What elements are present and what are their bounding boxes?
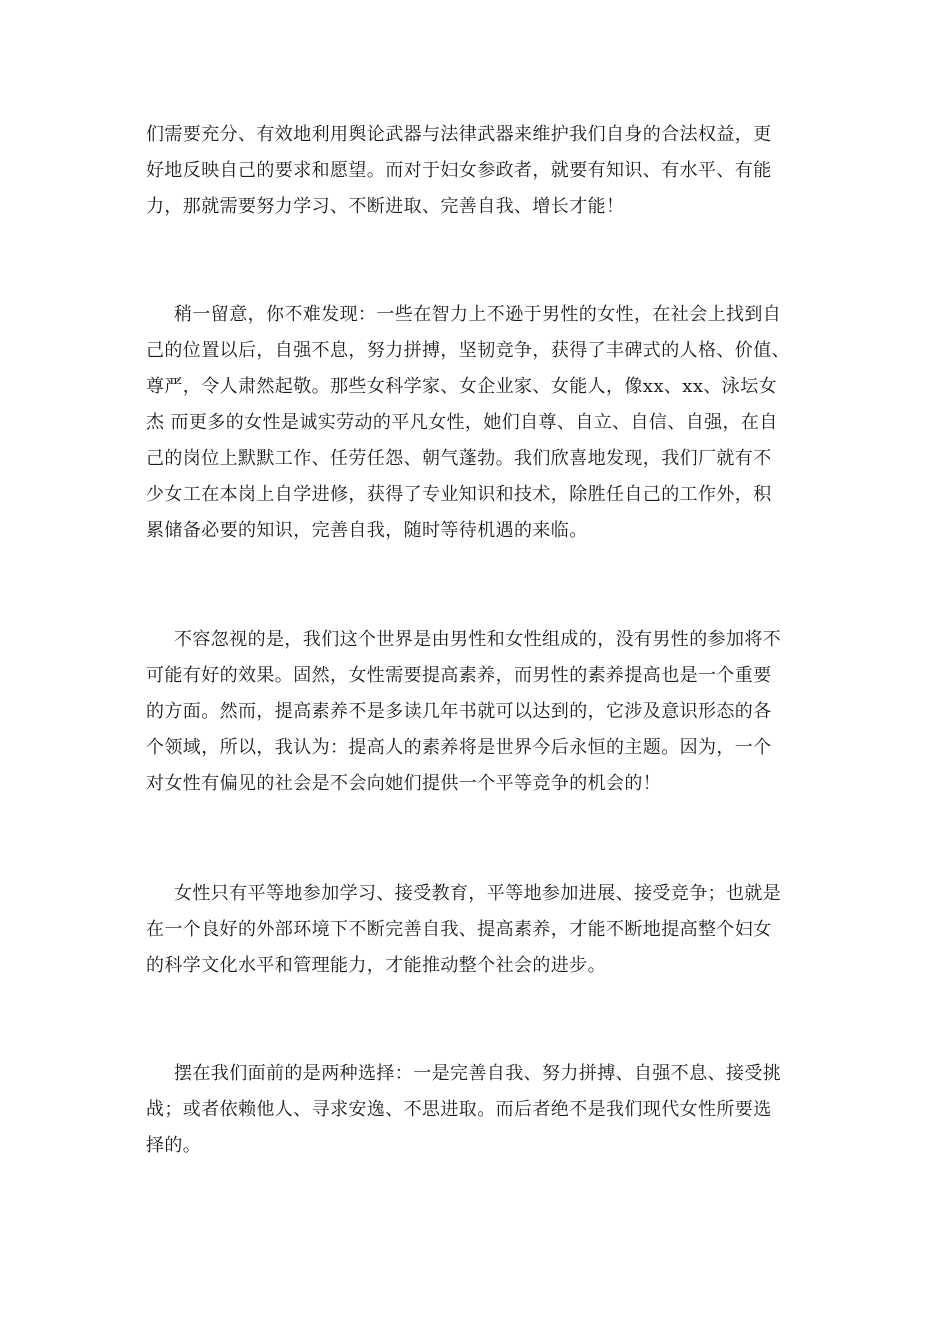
paragraph-line: 择的。 [146,1135,202,1156]
paragraph-line: 力，那就需要努力学习、不断进取、完善自我、增长才能！ [146,196,625,217]
paragraph-line: 的方面。然而，提高素养不是多读几年书就可以达到的，它涉及意识形态的各 [146,701,772,722]
paragraph-line: 摆在我们面前的是两种选择：一是完善自我、努力拼搏、自强不息、接受挑 [174,1063,782,1084]
paragraph-line: 们需要充分、有效地利用舆论武器与法律武器来维护我们自身的合法权益，更 [146,124,772,145]
paragraph-line: 己的位置以后，自强不息，努力拼搏，坚韧竞争，获得了丰碑式的人格、价值、 [146,340,790,361]
paragraph-4 [146,876,810,984]
paragraph-line: 杰 而更多的女性是诚实劳动的平凡女性，她们自尊、自立、自信、自强，在自 [146,412,778,433]
paragraph-line: 在一个良好的外部环境下不断完善自我、提高素养，才能不断地提高整个妇女 [146,919,772,940]
paragraph-5 [146,1056,810,1164]
paragraph-line: 个领域，所以，我认为：提高人的素养将是世界今后永恒的主题。因为，一个 [146,737,772,758]
paragraph-line: 己的岗位上默默工作、任劳任怨、朝气蓬勃。我们欣喜地发现，我们厂就有不 [146,448,772,469]
paragraph-line: 的科学文化水平和管理能力，才能推动整个社会的进步。 [146,955,606,976]
paragraph-3 [146,622,810,802]
paragraph-2 [146,297,810,549]
paragraph-line: 稍一留意，你不难发现：一些在智力上不逊于男性的女性，在社会上找到自 [174,304,782,325]
paragraph-line: 可能有好的效果。固然，女性需要提高素养，而男性的素养提高也是一个重要 [146,665,772,686]
paragraph-line: 好地反映自己的要求和愿望。而对于妇女参政者，就要有知识、有水平、有能 [146,160,772,181]
paragraph-line: 少女工在本岗上自学进修，获得了专业知识和技术，除胜任自己的工作外，积 [146,484,772,505]
paragraph-line: 不容忽视的是，我们这个世界是由男性和女性组成的，没有男性的参加将不 [174,629,782,650]
paragraph-line: 女性只有平等地参加学习、接受教育，平等地参加进展、接受竞争；也就是 [174,883,782,904]
paragraph-line: 累储备必要的知识，完善自我，随时等待机遇的来临。 [146,520,588,541]
paragraph-line: 尊严，令人肃然起敬。那些女科学家、女企业家、女能人，像xx、xx、泳坛女 [146,376,778,397]
paragraph-1 [146,117,810,225]
paragraph-line: 对女性有偏见的社会是不会向她们提供一个平等竞争的机会的！ [146,773,662,794]
paragraph-line: 战；或者依赖他人、寻求安逸、不思进取。而后者绝不是我们现代女性所要选 [146,1099,772,1120]
